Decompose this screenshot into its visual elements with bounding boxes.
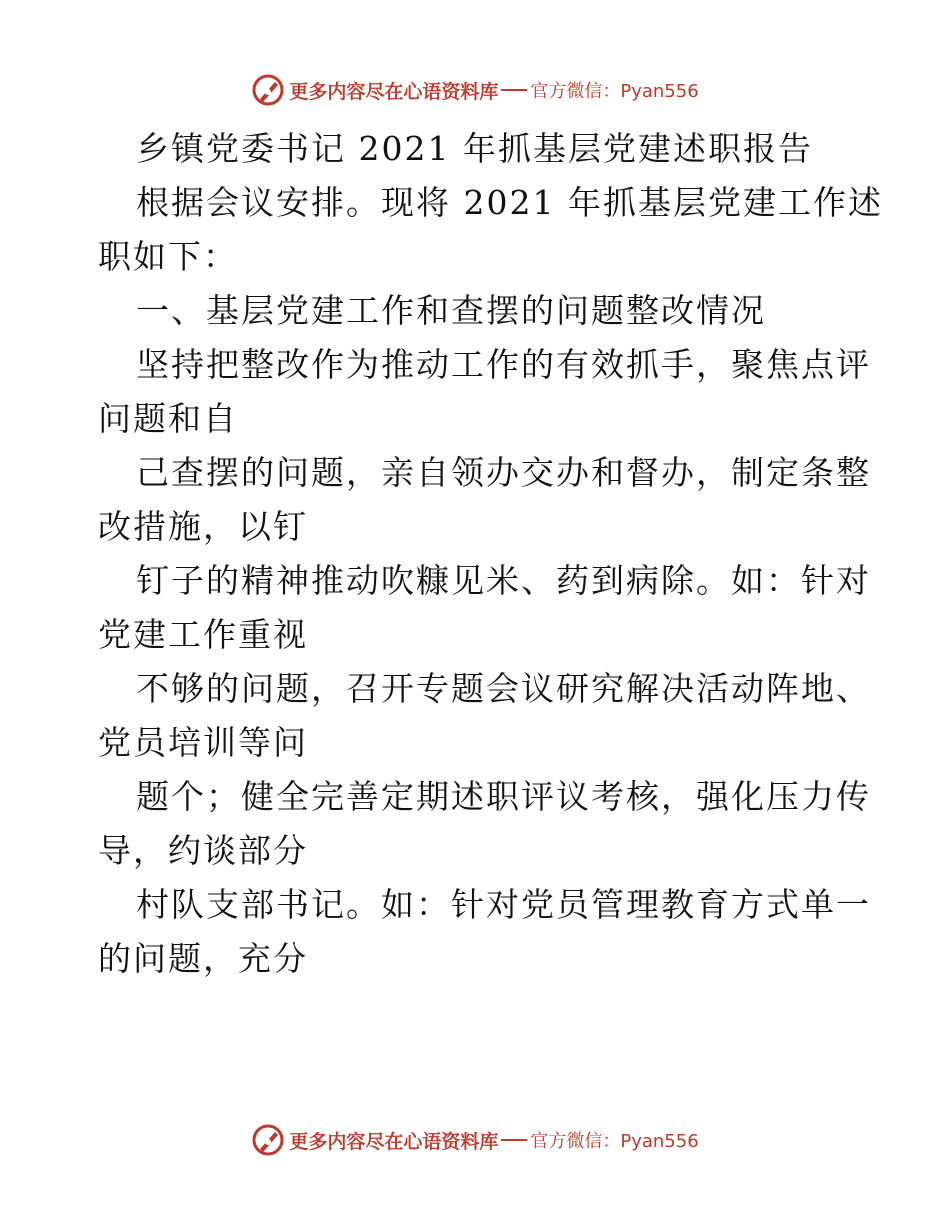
text-line: 党建工作重视: [98, 615, 308, 654]
text-line: 钉子的精神推动吹糠见米、药到病除。如：针对: [136, 561, 871, 600]
banner-wechat-text: 官方微信：Pyan556: [530, 81, 699, 102]
document-body: [98, 122, 883, 986]
text-line: 根据会议安排。现将 2021 年抓基层党建工作述: [136, 183, 883, 222]
footer-watermark-banner: [0, 1120, 950, 1160]
pen-logo-icon: [251, 1123, 285, 1157]
text-line: 题个；健全完善定期述职评议考核，强化压力传: [136, 777, 871, 816]
banner-dash: [501, 1139, 527, 1141]
text-line: 改措施，以钉: [98, 507, 308, 546]
banner-main-text: 更多内容尽在心语资料库: [289, 80, 499, 103]
header-watermark-banner: [0, 70, 950, 110]
text-line: 坚持把整改作为推动工作的有效抓手，聚焦点评: [136, 345, 871, 384]
text-line: 问题和自: [98, 399, 238, 438]
text-line: 乡镇党委书记 2021 年抓基层党建述职报告: [136, 129, 813, 168]
banner-dash: [501, 89, 527, 91]
pen-logo-icon: [251, 73, 285, 107]
text-line: 村队支部书记。如：针对党员管理教育方式单一: [136, 885, 871, 924]
banner-wechat-text: 官方微信：Pyan556: [530, 1131, 699, 1152]
text-line: 党员培训等问: [98, 723, 308, 762]
text-line: 不够的问题，召开专题会议研究解决活动阵地、: [136, 669, 871, 708]
text-line: 导，约谈部分: [98, 831, 308, 870]
text-line: 己查摆的问题，亲自领办交办和督办，制定条整: [136, 453, 871, 492]
text-line: 职如下：: [98, 237, 238, 276]
text-line: 一、基层党建工作和查摆的问题整改情况: [136, 291, 766, 330]
banner-main-text: 更多内容尽在心语资料库: [289, 1130, 499, 1153]
text-line: 的问题，充分: [98, 939, 308, 978]
